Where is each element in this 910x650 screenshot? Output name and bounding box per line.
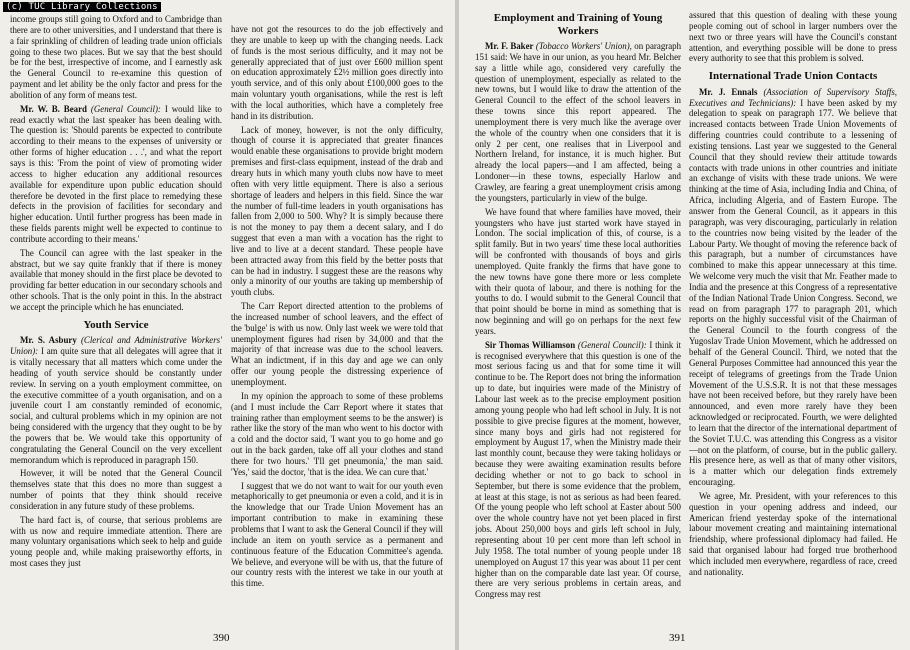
- paragraph: However, it will be noted that the General Council themselves state that this does no more than suggest a number of points that they think should receive consideration in any future study of these problems.: [10, 468, 222, 511]
- paragraph: We have found that where families have moved, their youngsters who have just started work have stayed in London. The social implication of this, of course, is a split family. But in two years' time these local authorities will be confronted with thousands of boys and girls unemployed. Quite frankly the firms that have gone to the new towns have gone there more or less complete with their quota of labour, and there is nothing for the youths to do. I would submit to the General Council that that point should be borne in mind as something that is now beginning and will go on perhaps for the next few years.: [475, 206, 681, 336]
- right-page: [459, 0, 910, 650]
- speaker-name: Mr. F. Baker: [485, 41, 534, 51]
- speech-text: on paragraph 151 said: We have in our union, as you heard Mr. Belcher say a little while ago, considered very carefully the question of unemployment, especially as related to the new towns, but I would like to draw the attention of the General Council to the effect of the school leavers in these towns since this report appeared. The unemployment there is very much like the average over the whole of the country when one considers that it is only 2 per cent, one realises that in Liverpool and Northern Ireland, for instance, it is much higher. But already the local papers—and I am affected, being a Londoner—in these towns, especially Harlow and Crawley, are fearing a great unemployment crisis among the youngsters, particularly in view of the bulge.: [475, 41, 681, 203]
- speech-asbury: [10, 335, 222, 465]
- speaker-name: Mr. J. Ennals: [699, 86, 758, 97]
- speaker-affiliation: (Tobacco Workers' Union),: [535, 41, 632, 51]
- paragraph: The Carr Report directed attention to the problems of the increased number of school leavers, and the effect of the 'bulge' is with us now. Only last week we were told that unemployment figures had risen by 34,000 and that the majority of that increase was due to the school leavers. What an indictment, if in this day and age we can only offer our young people the distressing experience of unemployment.: [231, 301, 443, 387]
- speech-beard: [10, 104, 222, 245]
- speaker-affiliation: (Association of Supervisory Staffs, Executives and Technicians):: [689, 86, 897, 108]
- speaker-affiliation: (General Council):: [577, 339, 647, 350]
- right-page-column-2: [689, 10, 897, 581]
- speaker-affiliation: (Clerical and Administrative Workers' Union):: [10, 335, 222, 357]
- speech-text: I am quite sure that all delegates will agree that it is vitally necessary that all matters which come under the heading of youth service should be constantly under review. In serving on a youth employment committee, on the executive committee of a youth organisation, and on a juvenile court I am constantly reminded of economic, social, and cultural problems which in my opinion are not being considered with the urgency that they ought to be by the powers that be. We would take this opportunity of congratulating the General Council on the very excellent memorandum which is reproduced in paragraph 150.: [10, 346, 222, 465]
- paragraph: Lack of money, however, is not the only difficulty, though of course it is appreciated that greater finances would enable these organisations to provide bright modern premises and first-class equipment, instead of the drab and dreary huts in which many youth clubs now have to meet often with very little equipment. There is also a serious shortage of leaders and helpers in this field. Since the war the number of full-time leaders in youth organisations has fallen from 2,000 to 500. Why? It is simply because there is not the money to pay them a decent salary, and I do suggest that even a man with a vocation has the right to live and to live at a decent standard. These people have been attracted away from this field by the better posts that can be had in industry. I suggest these are the reasons why only a minority of our youths are taking up membership of youth clubs.: [231, 124, 443, 298]
- paragraph: We agree, Mr. President, with your references to this question in your opening address and indeed, our American friend yesterday spoke of the international labour movement creating and maintaining international friendship, where professional diplomacy had failed. He said that organised labour had forged true brotherhood which included men everywhere, regardless of race, creed and nationality.: [689, 490, 897, 577]
- paragraph: have not got the resources to do the job effectively and they are unable to keep up with the changing needs. Lack of funds is the most serious difficulty, and it may not be generally appreciated that of just over £600 million spent on education approximately £2½ million goes directly into youth service, and of this only about £100,000 goes to the main voluntary youth organisations, while the rest is left with the local authorities, which have a completely free hand in its distribution.: [231, 24, 443, 121]
- speaker-name: Mr. W. B. Beard: [20, 103, 87, 114]
- speaker-affiliation: (General Council):: [90, 103, 161, 114]
- speech-baker: [475, 41, 681, 204]
- watermark-label: (c) TUC Library Collections: [3, 2, 161, 12]
- speaker-name: Sir Thomas Williamson: [485, 339, 576, 350]
- section-heading-international-contacts: International Trade Union Contacts: [708, 70, 878, 83]
- speech-text: I would like to read exactly what the last speaker has been dealing with. The question is: 'Should parents be expected to contribute according to their means to the expenses of university or other forms of higher education . . .', and what the report says is this: 'From the point of view of promoting wider access to higher education any additional resources available for expenditure upon public education should therefore be devoted in the first place to remedying these defects in the provision of facilities for secondary and higher education. Until further progress has been made in these fields parents might well be expected to continue to contribute according to their means.': [10, 103, 222, 244]
- speech-text: I think it is recognised everywhere that this question is one of the most serious facing us and that for some time it will continue to be. The Report does not bring the information up to date, but inquiries were made of the Ministry of Labour last week as to the precise employment position among young people who had left school in July. It is not possible to give precise figures at the moment, however, since many boys and girls had not registered for employment by August 17, when the Ministry made their last monthly count, because they were taking holidays or because they were awaiting examination results before deciding whether or not to go back to school in September, but there is some evidence that the problem, at least at this stage, is not as serious as had been feared. Of the young people who left school at Easter about 500 over the whole country have not yet been placed in first jobs. About 250,000 boys and girls left school in July, representing about 10 per cent more than left school in July 1958. The total number of young people under 18 unemployed on August 17 this year was about 11 per cent higher than on the comparable date last year. Of course, there are very serious problems in certain areas, and Congress may rest: [475, 339, 681, 600]
- paragraph: The Council can agree with the last speaker in the abstract, but we say quite frankly that if there is money available that money should in the first place be devoted to providing far better education in our secondary schools and other schools. That is the only point in this. In the abstract we accept the principle which he has enunciated.: [10, 247, 222, 312]
- section-heading-employment-training: Employment and Training of Young Workers: [493, 12, 663, 37]
- paragraph: The hard fact is, of course, that serious problems are with us now and require immediate attention. There are many voluntary organisations which seek to help and guide young people and, while making praiseworthy efforts, in most cases they just: [10, 514, 222, 569]
- paragraph: income groups still going to Oxford and to Cambridge than there are to other universities, and I understand that there is a fair sprinkling of children of leading trade union officials going to these two places. But we say that the best should be for the best, irrespective of income, and I earnestly ask the General Council to re-examine this question of payment and let ability be the only factor and press for the abolition of any form of means test.: [10, 14, 222, 100]
- page-number: 391: [669, 632, 686, 644]
- speaker-name: Mr. S. Asbury: [20, 335, 77, 346]
- speech-williamson: [475, 340, 681, 600]
- right-page-column-1: [475, 10, 681, 603]
- paragraph: In my opinion the approach to some of these problems (and I must include the Carr Report where it states that training rather than employment seems to be the answer) is rather like the story of the man who went to his doctor with a cold and the doctor said, 'I want you to go home and go out in the back garden, take off all your clothes and stand there for two hours.' 'I'll get pneumonia,' the man said. 'Yes,' said the doctor, 'that is the idea. We can cure that.': [231, 390, 443, 477]
- left-page-column-1: [10, 14, 222, 572]
- paragraph: I suggest that we do not want to wait for our youth even metaphorically to get pneumonia or even a cold, and it is in the knowledge that our Trade Union Movement has an important contribution to make in examining these problems that I want to ask the General Council if they will include an item on youth service as a permanent and continuous feature of the Education Committee's agenda. We believe, and everyone will be with us, that the future of our country rests with the interest we take in our youth at this time.: [231, 480, 443, 589]
- paragraph: assured that this question of dealing with these young people coming out of school in larger numbers over the next two or three years will have the Council's constant attention, and everything possible will be done to press every authority to see that this problem is solved.: [689, 10, 897, 64]
- left-page-column-2: [231, 24, 443, 592]
- section-heading-youth-service: Youth Service: [83, 318, 149, 331]
- speech-text: I have been asked by my delegation to speak on paragraph 177. We believe that increased contacts between Trade Union Movements of differing countries could contribute to a lessening of existing tensions. Last year we suggested to the General Council that they should review their attitude towards contacts with trade unions in other countries and initiate an exchange of visits with these trade unions. We were thinking at the time of Asia, including India and China, of Africa, including Algeria, and of Eastern Europe. The answer from the General Council, as it appears in this paragraph, was very discouraging, particularly in relation to the countries now being visited by the leader of the Labour Party. We thought of moving the reference back of this paragraph, but a number of circumstances have combined to make this appear unnecessary at this time. We welcome very much the visit that Mr. Feather made to India and the presence at this Congress of a representative of the Indian National Trade Union Congress. Second, we read on from paragraph 177 to paragraph 201, which reports on the highly successful visit of the Chairman of the General Council to the fourth congress of the Yugoslav Trade Union Movement, which he addressed on behalf of the General Council. Third, we noted that the General Purposes Committee had announced this year the receipt of telegrams of greetings from the Trade Union Movement of the U.S.S.R. It is not that these messages have not been received before, but they rarely have been announced, and even more rarely have they been acknowledged or reciprocated. Fourth, we were delighted to learn that the director of the international department of the Soviet T.U.C. was attending this Congress as a visitor—not on the platform, of course, but in the public gallery. His presence here, as well as that of many other visitors, is a matter which our delegation finds extremely encouraging.: [689, 97, 897, 488]
- speech-ennals: [689, 87, 897, 488]
- page-number: 390: [213, 632, 230, 644]
